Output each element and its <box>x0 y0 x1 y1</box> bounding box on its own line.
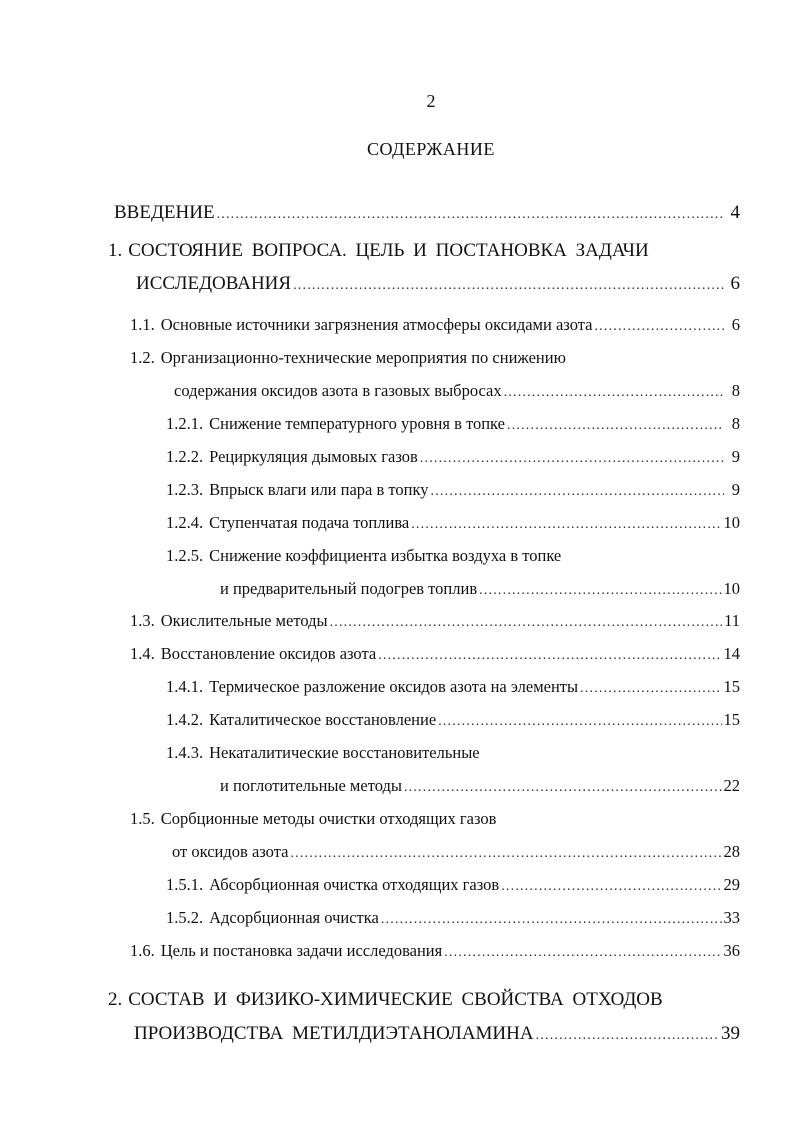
toc-entry-1-6 <box>130 941 740 965</box>
toc-leader-dots <box>330 615 723 631</box>
toc-entry-1-5-2 <box>166 908 740 932</box>
toc-entry-label: Некаталитические восстановительные <box>209 743 480 762</box>
toc-entry-page: 11 <box>724 611 740 630</box>
toc-entry-label: ВВЕДЕНИЕ <box>114 202 215 223</box>
toc-entry-1-2-cont <box>168 381 740 405</box>
toc-entry-page: 10 <box>723 513 740 532</box>
toc-entry-number: 1.5. <box>130 809 155 828</box>
toc-entry-page: 9 <box>731 480 740 499</box>
toc-entry-page: 9 <box>731 447 740 466</box>
toc-entry-label: Ступенчатая подача топлива <box>209 513 410 532</box>
toc-entry-label: СОСТОЯНИЕ ВОПРОСА. ЦЕЛЬ И ПОСТАНОВКА ЗАДАЧИ <box>128 240 649 261</box>
toc-entry-page: 15 <box>723 677 740 696</box>
toc-leader-dots <box>420 451 724 467</box>
toc-entry-label: Абсорбционная очистка отходящих газов <box>209 875 500 894</box>
toc-entry-page: 15 <box>723 710 740 729</box>
toc-leader-dots <box>431 484 724 500</box>
toc-leader-dots <box>479 583 721 599</box>
toc-entry-1-1 <box>130 315 740 339</box>
toc-entry-label: ИССЛЕДОВАНИЯ <box>136 273 292 294</box>
toc-entry-label: и поглотительные методы <box>220 776 402 795</box>
toc-entry-label: Восстановление оксидов азота <box>160 644 377 663</box>
toc-entry-1-2-1 <box>166 414 740 438</box>
toc-entry-1-2-2 <box>166 447 740 471</box>
toc-entry-label: Цель и постановка задачи исследования <box>160 941 443 960</box>
toc-entry-1-2-5-cont <box>214 579 740 603</box>
toc-leader-dots <box>580 681 721 697</box>
toc-entry-1-5-1 <box>166 875 740 899</box>
toc-entry-label: от оксидов азота <box>172 842 289 861</box>
toc-leader-dots <box>290 846 721 862</box>
toc-entry-1-4 <box>130 644 740 668</box>
toc-title: СОДЕРЖАНИЕ <box>367 139 495 159</box>
toc-entry-page: 33 <box>723 908 740 927</box>
toc-entry-page: 10 <box>723 579 740 598</box>
toc-entry-number: 1.5.2. <box>166 908 204 927</box>
toc-entry-label: Адсорбционная очистка <box>209 908 379 927</box>
toc-leader-dots <box>411 517 721 533</box>
toc-entry-page: 14 <box>723 644 740 663</box>
toc-entry-label: ПРОИЗВОДСТВА МЕТИЛДИЭТАНОЛАМИНА <box>134 1023 534 1044</box>
toc-entry-label: Основные источники загрязнения атмосферы оксидами азота <box>160 315 593 334</box>
toc-entry-number: 2. <box>108 989 123 1010</box>
page-number: 2 <box>426 91 436 111</box>
toc-entry-number: 1.4.1. <box>166 677 204 696</box>
toc-entry-1-5 <box>130 809 740 833</box>
toc-entry-page: 28 <box>723 842 740 861</box>
toc-entry-number: 1.2.1. <box>166 414 204 433</box>
toc-entry-1-2-3 <box>166 480 740 504</box>
toc-entry-label: Каталитическое восстановление <box>209 710 437 729</box>
toc-entry-label: Снижение температурного уровня в топке <box>209 414 505 433</box>
toc-entry-chapter-1-cont <box>130 273 740 297</box>
toc-entry-label: Термическое разложение оксидов азота на элементы <box>209 677 579 696</box>
toc-entry-number: 1.6. <box>130 941 155 960</box>
toc-entry-1-2 <box>130 348 740 372</box>
toc-entry-introduction <box>108 202 740 226</box>
toc-entry-page: 22 <box>723 776 740 795</box>
toc-entry-page: 8 <box>731 381 740 400</box>
toc-entry-label: и предварительный подогрев топлив <box>220 579 478 598</box>
toc-entry-label: содержания оксидов азота в газовых выбросах <box>174 381 502 400</box>
toc-entry-1-4-2 <box>166 710 740 734</box>
toc-entry-label: СОСТАВ И ФИЗИКО-ХИМИЧЕСКИЕ СВОЙСТВА ОТХОДОВ <box>128 989 663 1010</box>
toc-entry-label: Сорбционные методы очистки отходящих газов <box>160 809 497 828</box>
toc-entry-number: 1.4.3. <box>166 743 204 762</box>
toc-entry-number: 1.2. <box>130 348 155 367</box>
toc-entry-number: 1.2.2. <box>166 447 204 466</box>
toc-entry-label: Впрыск влаги или пара в топку <box>209 480 429 499</box>
toc-entry-chapter-1 <box>108 240 740 264</box>
toc-entry-1-4-3 <box>166 743 740 767</box>
toc-entry-page: 4 <box>730 202 740 223</box>
toc-entry-number: 1.5.1. <box>166 875 204 894</box>
toc-entry-page: 36 <box>723 941 740 960</box>
toc-leader-dots <box>293 278 724 294</box>
toc-leader-dots <box>594 319 724 335</box>
toc-entry-number: 1.2.4. <box>166 513 204 532</box>
toc-entry-label: Рециркуляция дымовых газов <box>209 447 418 466</box>
toc-leader-dots <box>444 945 721 961</box>
toc-leader-dots <box>378 648 721 664</box>
toc-entry-1-5-cont <box>166 842 740 866</box>
toc-leader-dots <box>438 714 721 730</box>
toc-leader-dots <box>501 879 721 895</box>
toc-entry-chapter-2-cont <box>128 1023 740 1047</box>
toc-entry-page: 8 <box>731 414 740 433</box>
toc-entry-1-4-3-cont <box>214 776 740 800</box>
toc-leader-dots <box>536 1028 719 1044</box>
toc-entry-number: 1. <box>108 240 123 261</box>
toc-leader-dots <box>217 207 724 223</box>
toc-entry-number: 1.1. <box>130 315 155 334</box>
toc-entry-number: 1.3. <box>130 611 155 630</box>
toc-entry-number: 1.2.3. <box>166 480 204 499</box>
toc-entry-number: 1.4.2. <box>166 710 204 729</box>
toc-entry-number: 1.4. <box>130 644 155 663</box>
toc-entry-label: Организационно-технические мероприятия по снижению <box>160 348 566 367</box>
toc-entry-chapter-2 <box>108 989 740 1013</box>
toc-entry-page: 39 <box>721 1023 740 1044</box>
toc-entry-1-4-1 <box>166 677 740 701</box>
toc-entry-label: Снижение коэффициента избытка воздуха в топке <box>209 546 562 565</box>
toc-entry-1-2-5 <box>166 546 740 570</box>
toc-entry-number: 1.2.5. <box>166 546 204 565</box>
toc-entry-page: 29 <box>723 875 740 894</box>
toc-leader-dots <box>504 385 724 401</box>
toc-leader-dots <box>404 780 722 796</box>
toc-entry-page: 6 <box>731 315 740 334</box>
toc-entry-1-3 <box>130 611 740 635</box>
toc-entry-label: Окислительные методы <box>160 611 328 630</box>
toc-entry-1-2-4 <box>166 513 740 537</box>
toc-leader-dots <box>381 912 722 928</box>
toc-entry-page: 6 <box>730 273 740 294</box>
toc-leader-dots <box>507 418 724 434</box>
